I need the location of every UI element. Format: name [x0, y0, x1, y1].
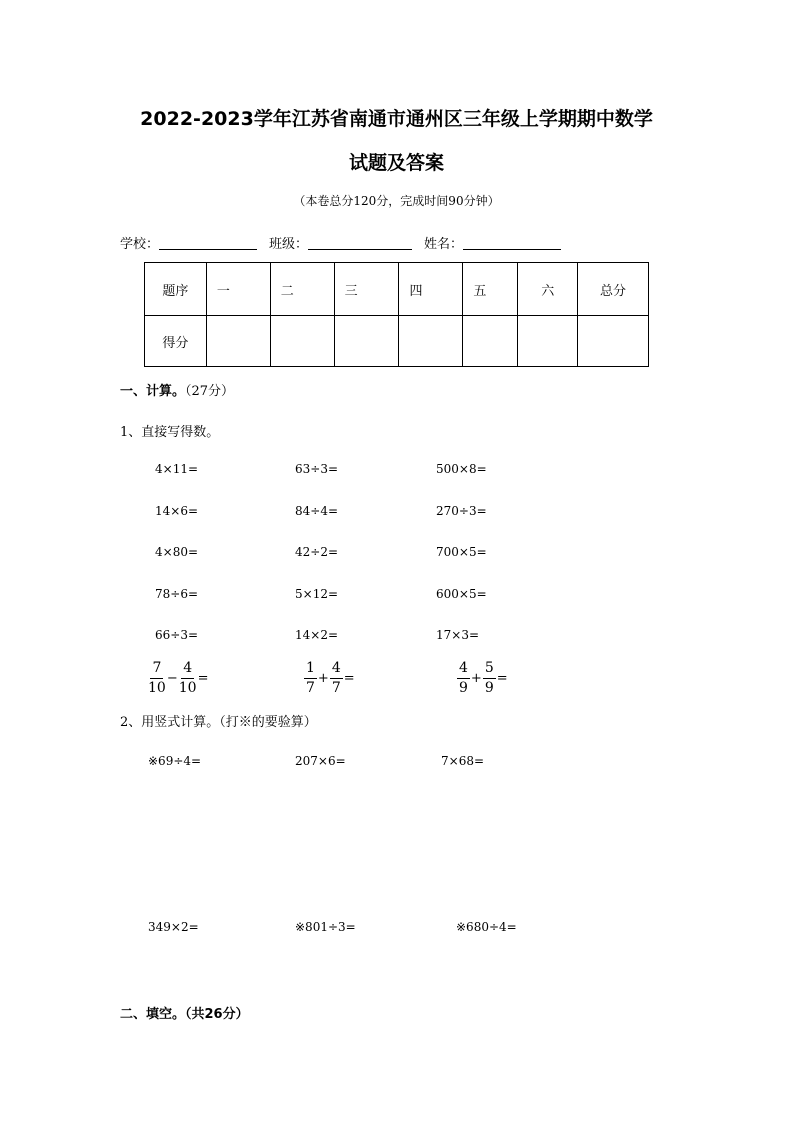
score-cell[interactable] — [270, 316, 334, 367]
section-1-heading — [120, 380, 234, 399]
vertical-calc-item: ※680÷4= — [456, 920, 517, 934]
score-cell[interactable] — [578, 316, 649, 367]
subtitle: （本卷总分120分，完成时间90分钟） — [293, 194, 500, 208]
score-row-label: 得分 — [145, 316, 207, 367]
numerator: 5 — [483, 660, 496, 679]
score-header-cell: 总分 — [578, 263, 649, 316]
score-header-cell: 三 — [334, 263, 399, 316]
calc-item: 4×80= — [155, 545, 199, 559]
operator: + — [317, 671, 329, 686]
section-1-title: 一、计算。 — [120, 384, 186, 399]
score-table — [144, 262, 649, 367]
calc-item: 42÷2= — [295, 545, 339, 559]
school-blank[interactable] — [159, 235, 257, 250]
score-header-cell: 五 — [463, 263, 518, 316]
section-2-title: 二、填空。（共26分） — [120, 1007, 249, 1022]
calc-item: 500×8= — [436, 462, 487, 476]
fraction-expression — [304, 660, 356, 697]
score-cell[interactable] — [334, 316, 399, 367]
calc-item: 14×6= — [155, 504, 199, 518]
operator: + — [470, 671, 482, 686]
name-blank[interactable] — [463, 235, 561, 250]
numerator: 1 — [304, 660, 317, 679]
fraction-expression — [457, 660, 509, 697]
numerator: 4 — [181, 660, 194, 679]
vertical-calc-item: ※69÷4= — [148, 754, 202, 768]
denominator: 9 — [484, 680, 494, 696]
calc-item: 14×2= — [295, 628, 339, 642]
equals-sign: = — [197, 671, 209, 686]
score-header-cell: 二 — [270, 263, 334, 316]
calc-item: 84÷4= — [295, 504, 339, 518]
calc-item: 4×11= — [155, 462, 199, 476]
school-label: 学校： — [120, 237, 160, 252]
calc-item: 17×3= — [436, 628, 480, 642]
class-blank[interactable] — [308, 235, 412, 250]
calc-item: 63÷3= — [295, 462, 339, 476]
section-2-heading — [120, 1003, 249, 1022]
vertical-calc-item: 7×68= — [441, 754, 485, 768]
calc-item: 78÷6= — [155, 587, 199, 601]
numerator: 4 — [457, 660, 470, 679]
student-info-row — [120, 233, 573, 252]
denominator: 7 — [306, 680, 315, 696]
score-header-cell: 六 — [518, 263, 578, 316]
score-cell[interactable] — [206, 316, 270, 367]
class-label: 班级： — [269, 237, 309, 252]
name-label: 姓名： — [424, 237, 464, 252]
calc-item: 700×5= — [436, 545, 487, 559]
title-line-1: 2022-2023学年江苏省南通市通州区三年级上学期期中数学 — [140, 108, 653, 130]
numerator: 7 — [150, 660, 163, 679]
score-header-cell: 四 — [399, 263, 463, 316]
vertical-calc-item: ※801÷3= — [295, 920, 356, 934]
vertical-calc-item: 349×2= — [148, 920, 199, 934]
denominator: 10 — [178, 680, 197, 696]
calc-item: 270÷3= — [436, 504, 487, 518]
score-header-cell: 一 — [206, 263, 270, 316]
title-line-2: 试题及答案 — [348, 152, 444, 174]
calc-item: 5×12= — [295, 587, 339, 601]
fraction-expression — [148, 660, 209, 697]
equals-sign: = — [496, 671, 508, 686]
score-header-cell: 题序 — [145, 263, 207, 316]
question-1-label: 1、直接写得数。 — [120, 425, 220, 440]
score-cell[interactable] — [518, 316, 578, 367]
calc-item: 600×5= — [436, 587, 487, 601]
score-cell[interactable] — [399, 316, 463, 367]
equals-sign: = — [343, 671, 355, 686]
vertical-calc-item: 207×6= — [295, 754, 346, 768]
denominator: 7 — [331, 680, 341, 696]
calc-item: 66÷3= — [155, 628, 199, 642]
numerator: 4 — [330, 660, 343, 679]
section-1-points: （27分） — [185, 384, 235, 399]
question-2-label: 2、用竖式计算。（打※的要验算） — [120, 715, 317, 730]
denominator: 10 — [148, 680, 166, 696]
denominator: 9 — [459, 680, 468, 696]
score-cell[interactable] — [463, 316, 518, 367]
operator: − — [166, 671, 178, 686]
